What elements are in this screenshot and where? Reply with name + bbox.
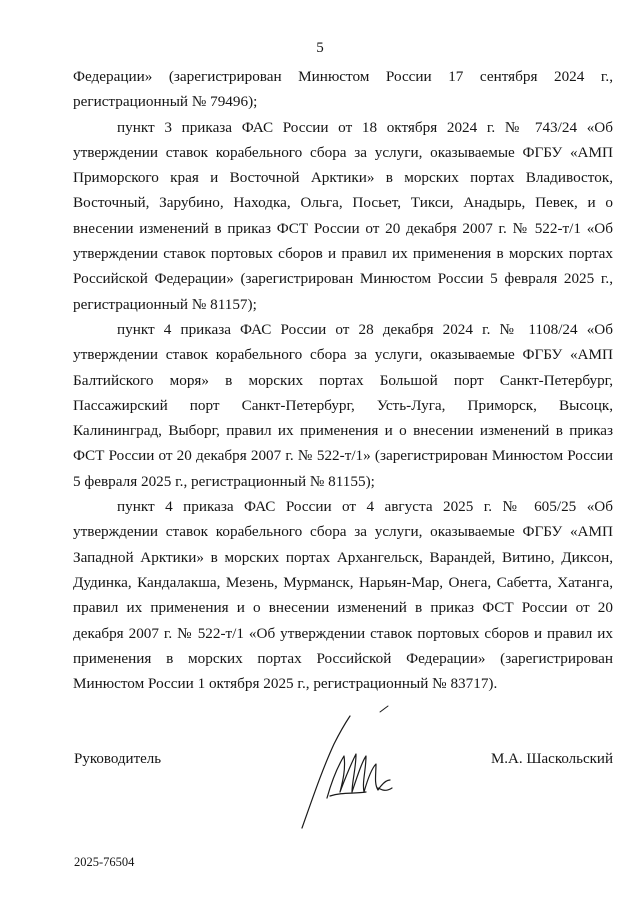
- document-registration-number: 2025-76504: [74, 855, 135, 869]
- handwritten-signature: [282, 700, 422, 840]
- paragraph-item-3: пункт 4 приказа ФАС России от 4 августа 2025 г. № 605/25 «Об утверждении ставок корабельного сбора за услуги, оказываемые ФГБУ «АМП Западной Арктики» в морских портах Архангельск, Варандей, Витино, Диксон, Дудинка, Кандалакша, Мезень, Мурманск, Нарьян-Мар, Онега, Сабетта, Хатанга, правил их применения и о внесении изменений в приказ ФСТ России от 20 декабря 2007 г. № 522-т/1 «Об утверждении ставок портовых сборов и правил их применения в морских портах Российской Федерации» (зарегистрирован Минюстом России 1 октября 2025 г., регистрационный № 83717).: [73, 498, 613, 693]
- document-body: [73, 64, 613, 696]
- paragraph-item-1: пункт 3 приказа ФАС России от 18 октября 2024 г. № 743/24 «Об утверждении ставок корабельного сбора за услуги, оказываемые ФГБУ «АМП Приморского края и Восточной Арктики» в морских портах Владивосток, Восточный, Зарубино, Находка, Ольга, Посьет, Тикси, Анадырь, Певек, и о внесении изменений в приказ ФСТ России от 20 декабря 2007 г. № 522-т/1 «Об утверждении ставок портовых сборов и правил их применения в морских портах Российской Федерации» (зарегистрирован Минюстом России 5 февраля 2025 г., регистрационный № 81157);: [73, 118, 613, 313]
- signatory-name: М.А. Шаскольский: [490, 751, 613, 767]
- signatory-position: Руководитель: [74, 751, 162, 767]
- page-number: 5: [316, 40, 324, 56]
- paragraph-item-2: пункт 4 приказа ФАС России от 28 декабря 2024 г. № 1108/24 «Об утверждении ставок корабельного сбора за услуги, оказываемые ФГБУ «АМП Балтийского моря» в морских портах Большой порт Санкт-Петербург, Пассажирский порт Санкт-Петербург, Усть-Луга, Приморск, Высоцк, Калининград, Выборг, правил их применения и о внесении изменений в приказ ФСТ России от 20 декабря 2007 г. № 522-т/1» (зарегистрирован Минюстом России 5 февраля 2025 г., регистрационный № 81155);: [73, 320, 613, 490]
- paragraph-continuation: Федерации» (зарегистрирован Минюстом России 17 сентября 2024 г., регистрационный № 79496);: [73, 68, 613, 111]
